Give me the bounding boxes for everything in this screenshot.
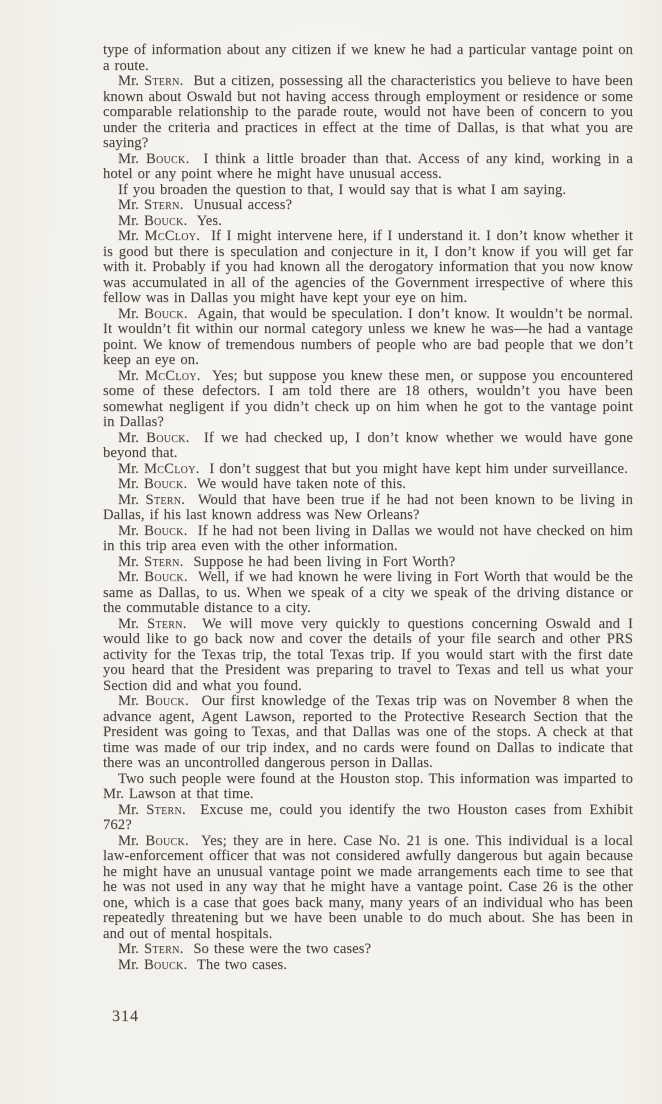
speaker-label: Mr. McCloy. [118, 460, 200, 477]
transcript [103, 43, 633, 973]
speaker-label: Mr. Stern. [118, 553, 184, 570]
label-gap [189, 693, 202, 709]
label-gap [189, 833, 201, 849]
speaker-label: Mr. Stern. [118, 491, 186, 508]
speaker-name: Stern [145, 491, 182, 508]
paragraph: Mr. Stern. We will move very quickly to questions concerning Oswald and I would like to go back now and cover the details of your file search and other PRS activity for the Texas trip, the total Texas trip. If you would start with the first date you heard that the President was preparing to travel to Texas and tell us what your Section did and what you found. [103, 615, 633, 694]
speaker-label: Mr. Bouck. [118, 693, 189, 709]
paragraph: Mr. McCloy. Yes; but suppose you knew these men, or suppose you encountered some of these defectors. I am told there are 18 others, wouldn’t you have been somewhat negligent if you didn’t check up on him when he got to the vantage point in Dallas? [103, 367, 633, 430]
speaker-name: Bouck [144, 522, 184, 539]
paragraph: Mr. Stern. Would that have been true if he had not been known to be living in Dallas, if his last known address was New Orleans? [103, 491, 633, 523]
label-gap [183, 197, 193, 213]
speaker-label: Mr. Stern. [118, 615, 187, 632]
speaker-label: Mr. McCloy. [118, 367, 201, 384]
speaker-label: Mr. Stern. [118, 801, 186, 818]
speaker-label: Mr. Bouck. [118, 832, 189, 849]
speaker-name: Stern [143, 197, 180, 213]
label-gap [199, 461, 209, 477]
label-gap [186, 802, 201, 818]
speaker-label: Mr. Bouck. [118, 569, 188, 585]
speaker-name: Bouck [145, 693, 185, 709]
label-gap [187, 476, 197, 492]
paragraph: Mr. Stern. Suppose he had been living in Fort Worth? [118, 553, 456, 570]
paragraph: Mr. McCloy. I don’t suggest that but you might have kept him under surveillance. [118, 460, 628, 477]
paragraph: Mr. Bouck. Yes; they are in here. Case No. 21 is one. This individual is a local law-enforcement officer that was not considered awfully dangerous but again because he might have an unusual vantage point we made arrangements each time to see that he was not used in any way that he might have a vantage point. Case 26 is the other one, which is a case that goes back many, many years of an individual who has been repeatedly threatening but we have been unable to do much about. She has been in and out of mental hospitals. [103, 832, 634, 942]
paragraph: Mr. Bouck. Again, that would be speculation. I don’t know. It wouldn’t be normal. It wouldn’t fit within our normal category unless we knew he was—he had a vantage point. We know of tremendous numbers of people who are bad people that we don’t keep an eye on. [103, 305, 634, 368]
speaker-label: Mr. Bouck. [118, 522, 188, 539]
paragraph: Mr. Stern. But a citizen, possessing all the characteristics you believe to have been known about Oswald but not having access through employment or residence or some comparable relationship to the parade route, would not have been of concern to you under the criteria and practices in effect at the time of Dallas, is that what you are saying? [103, 73, 633, 151]
label-gap [188, 306, 198, 322]
speaker-name: Stern [146, 801, 182, 818]
paragraph: Mr. Bouck. We would have taken note of this. [118, 476, 407, 492]
speaker-name: Bouck [143, 956, 184, 973]
speaker-label: Mr. Bouck. [118, 956, 188, 973]
speaker-name: McCloy [143, 460, 196, 477]
paragraph: Mr. Bouck. If he had not been living in Dallas we would not have checked on him in this trip area even with the other information. [103, 522, 633, 554]
paragraph: Mr. Bouck. Our first knowledge of the Texas trip was on November 8 when the advance agent, Agent Lawson, reported to the Protective Research Section that the President was going to Texas, and that Dallas was one of the stops. A check at that time was made of our trip index, and no cards were found on Dallas to indicate that there was an uncontrolled dangerous person in Dallas. [103, 693, 633, 771]
speaker-label: Mr. McCloy. [118, 228, 201, 244]
label-gap [183, 941, 193, 957]
label-gap [183, 73, 193, 89]
paragraph: Mr. Bouck. Well, if we had known he were living in Fort Worth that would be the same as Dallas, to us. When we speak of a city we speak of the driving distance or the commutable distance to a city. [103, 569, 633, 616]
speaker-name: McCloy [145, 367, 197, 384]
speaker-label: Mr. Stern. [118, 197, 184, 213]
label-gap [188, 569, 198, 585]
paragraph: If you broaden the question to that, I would say that is what I am saying. [118, 181, 567, 198]
label-gap [200, 228, 211, 244]
paragraph: Mr. McCloy. If I might intervene here, if I understand it. I don’t know whether it is good but there is speculation and conjecture in it, I don’t know if you will get far with it. Probably if you had known all the derogatory information that you now know was accumulated in all of the agencies of the Government irrespective of where this fellow was in Dallas you might have kept your eye on him. [103, 228, 633, 306]
paragraph: Mr. Bouck. If we had checked up, I don’t know whether we would have gone beyond that. [103, 429, 633, 461]
speaker-label: Mr. Bouck. [118, 476, 188, 492]
speaker-name: Stern [143, 553, 180, 570]
speaker-name: Bouck [144, 305, 184, 322]
paragraph: Mr. Bouck. The two cases. [118, 956, 288, 973]
page-number: 314 [112, 1008, 139, 1025]
label-gap [200, 368, 211, 384]
paragraph: Mr. Bouck. Yes. [118, 212, 222, 229]
label-gap [190, 430, 204, 446]
label-gap [183, 554, 193, 570]
speaker-label: Mr. Bouck. [118, 212, 188, 229]
speaker-label: Mr. Bouck. [118, 429, 190, 446]
speaker-name: Stern [143, 941, 180, 957]
label-gap [185, 492, 198, 508]
label-gap [187, 523, 197, 539]
speaker-name: McCloy [144, 228, 197, 244]
speaker-name: Bouck [143, 212, 184, 229]
label-gap [189, 151, 203, 167]
speaker-name: Bouck [144, 569, 184, 585]
paragraph: Mr. Stern. So these were the two cases? [118, 941, 372, 957]
paragraph: Mr. Bouck. I think a little broader than that. Access of any kind, working in a hotel or any point where he might have unusual access. [103, 150, 633, 182]
paragraph: Mr. Stern. Unusual access? [118, 197, 293, 213]
speaker-name: Bouck [145, 150, 186, 167]
label-gap [187, 213, 196, 229]
label-gap [187, 957, 197, 973]
speaker-name: Stern [143, 73, 180, 89]
speaker-label: Mr. Bouck. [118, 150, 190, 167]
speaker-label: Mr. Stern. [118, 941, 184, 957]
speaker-label: Mr. Bouck. [118, 305, 188, 322]
paragraph: Two such people were found at the Houston stop. This information was imparted to Mr. Lawson at that time. [103, 770, 633, 802]
speaker-label: Mr. Stern. [118, 73, 184, 89]
speaker-name: Bouck [145, 832, 185, 849]
paragraph: Mr. Stern. Excuse me, could you identify the two Houston cases from Exhibit 762? [103, 801, 633, 833]
paragraph: type of information about any citizen if we knew he had a particular vantage point on a route. [103, 42, 633, 74]
speaker-name: Bouck [146, 429, 186, 446]
speaker-name: Bouck [143, 476, 184, 492]
label-gap [186, 616, 202, 632]
speaker-name: Stern [146, 615, 183, 632]
